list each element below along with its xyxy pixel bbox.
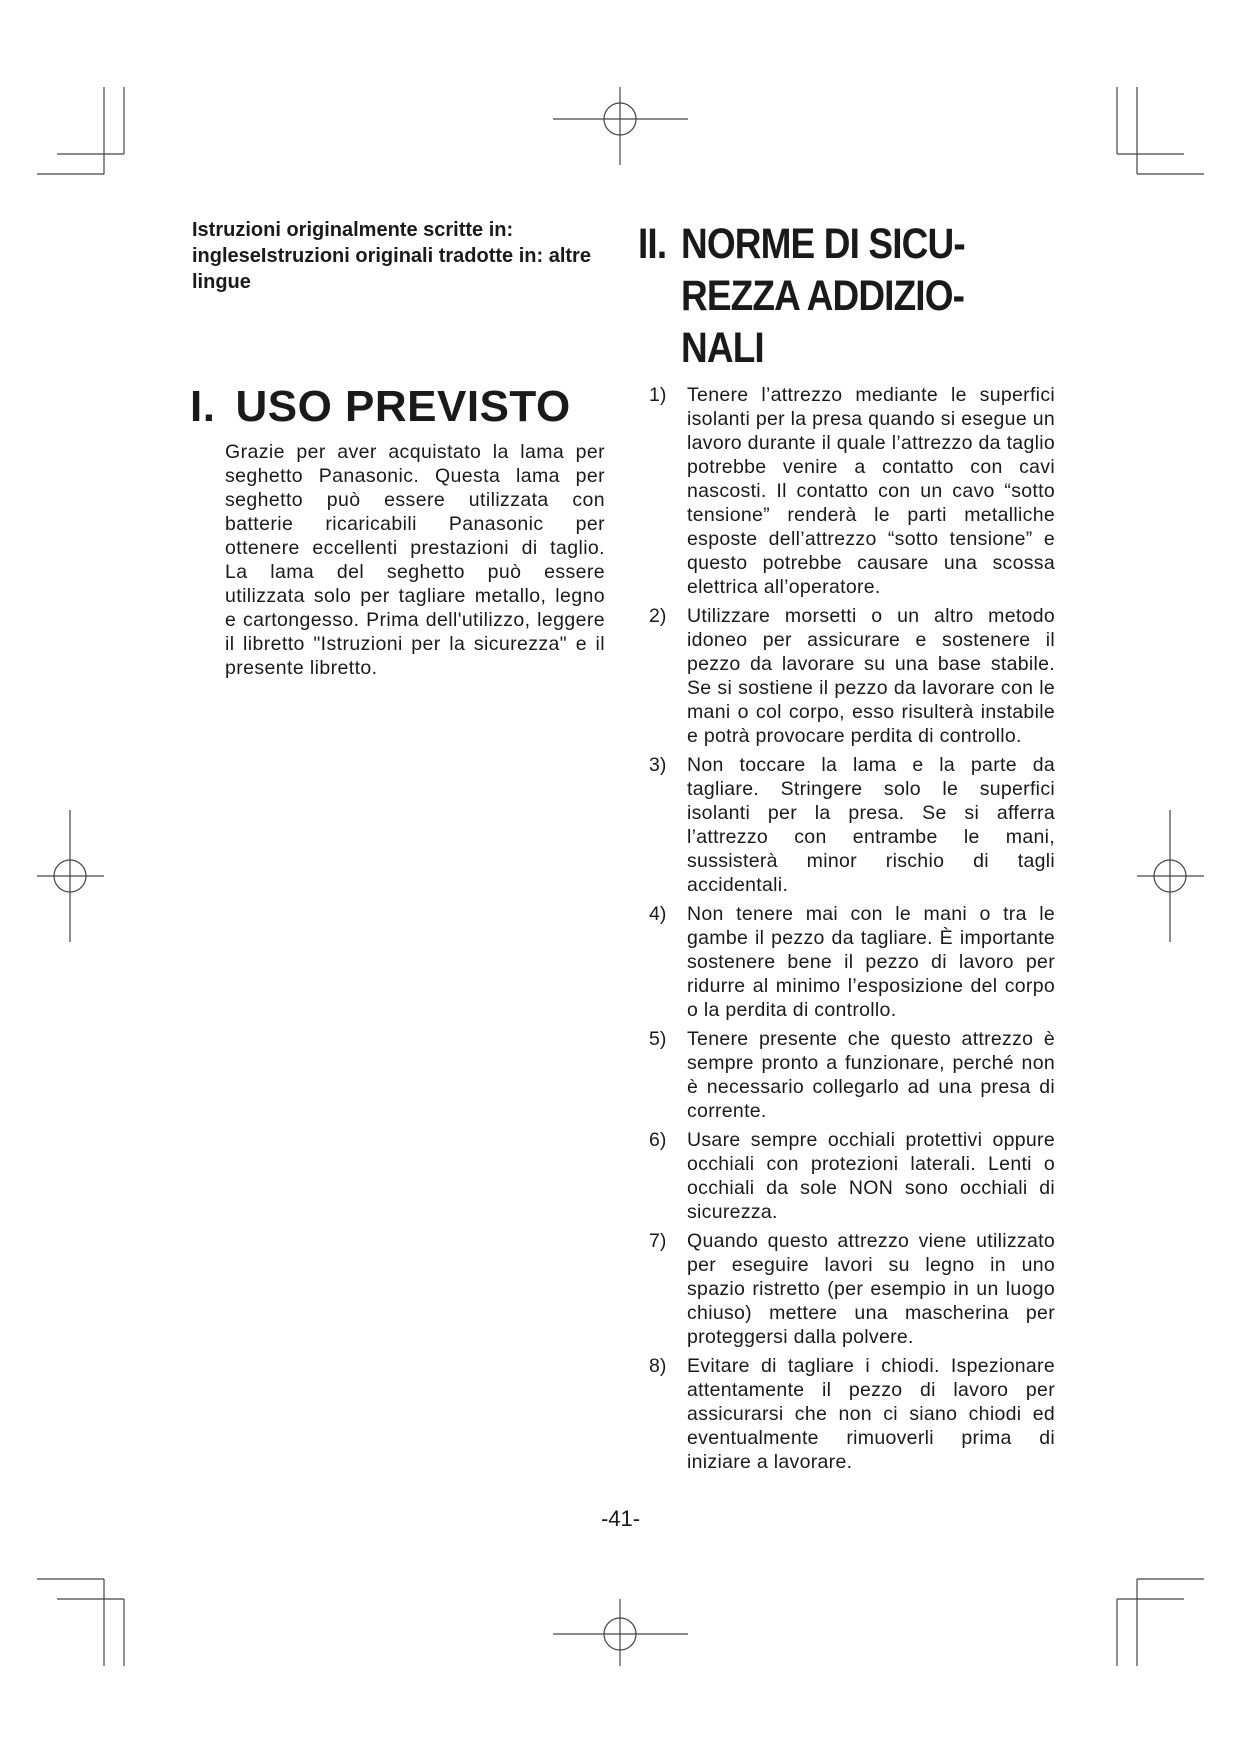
registration-mark-top bbox=[553, 87, 688, 165]
rule-number: 7) bbox=[649, 1230, 667, 1252]
rule-text: Tenere l’attrezzo mediante le superfici isolanti per la presa quando si esegue un lavoro durante il quale l’attrezzo da taglio potrebbe venire a contatto con cavi nascosti. Il contatto con un cavo “sotto tensione” renderà le parti metalliche esposte dell’attrezzo “sotto tensione” e questo potrebbe causare una scossa elettrica all’operatore. bbox=[687, 384, 1055, 598]
rule-number: 6) bbox=[649, 1129, 667, 1151]
rule-text: Evitare di tagliare i chiodi. Ispezionare attentamente il pezzo di lavoro per assicurarsi che non ci siano chiodi ed eventualmente rimuoverli prima di iniziare a lavorare. bbox=[687, 1355, 1055, 1473]
section-2-title-line: II. NORME DI SICU- bbox=[638, 220, 965, 268]
rule-number: 2) bbox=[649, 605, 667, 627]
list-item bbox=[649, 1027, 1055, 1123]
list-item bbox=[649, 1229, 1055, 1349]
translation-origin-note: Istruzioni originalmente scritte in: ingleseIstruzioni originali tradotte in: altre lingue bbox=[192, 219, 591, 293]
rule-number: 1) bbox=[649, 384, 667, 406]
rule-text: Quando questo attrezzo viene utilizzato per eseguire lavori su legno in uno spazio ristretto (per esempio in un luogo chiuso) mettere una mascherina per proteggersi dalla polvere. bbox=[687, 1230, 1055, 1348]
list-item bbox=[649, 604, 1055, 748]
list-item bbox=[649, 902, 1055, 1022]
crop-mark-top-right bbox=[1117, 87, 1204, 174]
section-1-heading bbox=[190, 382, 571, 432]
rule-number: 8) bbox=[649, 1355, 667, 1377]
section-1-number: I. bbox=[190, 382, 216, 431]
rule-text: Tenere presente che questo attrezzo è sempre pronto a funzionare, perché non è necessario collegarlo ad una presa di corrente. bbox=[687, 1028, 1055, 1122]
rule-text: Non tenere mai con le mani o tra le gambe il pezzo da tagliare. È importante sostenere bene il pezzo di lavoro per ridurre al minimo l’esposizione del corpo o la perdita di controllo. bbox=[687, 903, 1055, 1021]
section-2-title-line: REZZA ADDIZIO- bbox=[681, 272, 965, 320]
list-item bbox=[649, 1354, 1055, 1474]
rule-number: 3) bbox=[649, 754, 667, 776]
registration-mark-bottom bbox=[553, 1599, 688, 1666]
section-1-title: USO PREVISTO bbox=[235, 382, 571, 431]
section-2-heading bbox=[638, 218, 982, 374]
rule-number: 4) bbox=[649, 903, 667, 925]
list-item bbox=[649, 1128, 1055, 1224]
registration-mark-left bbox=[37, 810, 104, 942]
section-1-body: Grazie per aver acquistato la lama per seghetto Panasonic. Questa lama per seghetto può essere utilizzata con batterie ricaricabili Panasonic per ottenere eccellenti prestazioni di taglio. La lama del seghetto può essere utilizzata solo per tagliare metallo, legno e cartongesso. Prima dell'utilizzo, leggere il libretto "Istruzioni per la sicurezza" e il presente libretto. bbox=[225, 441, 605, 679]
rule-text: Usare sempre occhiali protettivi oppure occhiali con protezioni laterali. Lenti o occhiali da sole NON sono occhiali di sicurezza. bbox=[687, 1129, 1055, 1223]
list-item bbox=[649, 383, 1055, 599]
rule-text: Non toccare la lama e la parte da tagliare. Stringere solo le superfici isolanti per la presa. Se si afferra l’attrezzo con entrambe le mani, sussisterà minor rischio di tagli accidentali. bbox=[687, 754, 1055, 896]
crop-mark-bottom-left bbox=[37, 1579, 124, 1666]
registration-mark-right bbox=[1137, 810, 1204, 942]
section-2-number: II. bbox=[638, 220, 667, 268]
crop-mark-top-left bbox=[37, 87, 124, 174]
crop-mark-bottom-right bbox=[1117, 1579, 1204, 1666]
section-2-title-line: NALI bbox=[681, 324, 764, 372]
rule-number: 5) bbox=[649, 1028, 667, 1050]
page-number: -41- bbox=[600, 1506, 641, 1531]
safety-rules-list bbox=[649, 383, 1055, 1479]
rule-text: Utilizzare morsetti o un altro metodo idoneo per assicurare e sostenere il pezzo da lavorare su una base stabile. Se si sostiene il pezzo da lavorare con le mani o col corpo, esso risulterà instabile e potrà provocare perdita di controllo. bbox=[687, 605, 1055, 747]
list-item bbox=[649, 753, 1055, 897]
